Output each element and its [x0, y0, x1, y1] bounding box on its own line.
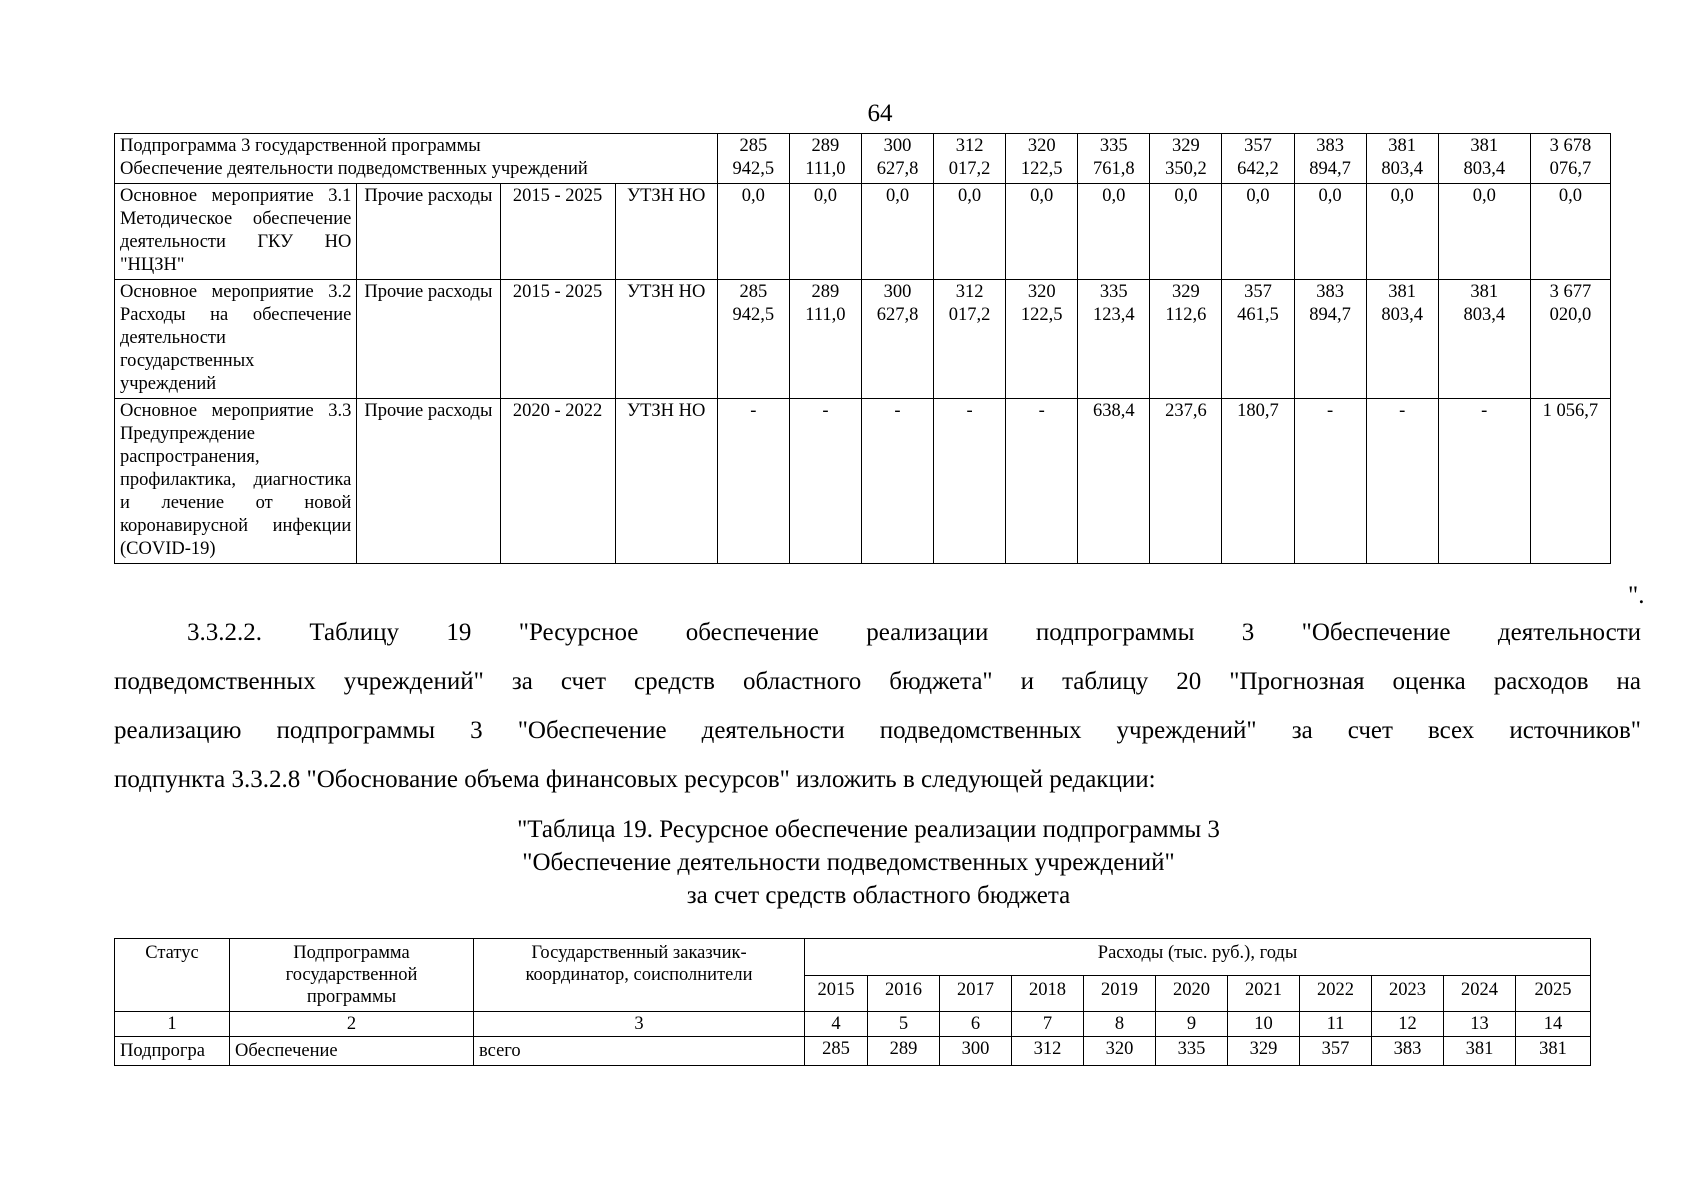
amount-cell: [1150, 399, 1222, 564]
amount-cell: [1530, 184, 1610, 280]
column-number: 3: [474, 1012, 805, 1037]
amount-cell: [717, 399, 789, 564]
amount-part: 329: [1172, 282, 1200, 302]
amount-part: -: [1481, 401, 1488, 421]
paragraph-line: реализацию подпрограммы 3 "Обеспечение деятельности подведомственных учреждений" за счет всех источников": [114, 717, 1641, 744]
amount-part: 0,0: [1102, 186, 1126, 206]
amount-part: 320: [1027, 282, 1056, 302]
table-row: [115, 184, 1611, 280]
amount-part: 320: [1027, 136, 1056, 156]
amount-part: 237,6: [1165, 401, 1207, 421]
amount-cell: [1222, 134, 1294, 184]
amount-part: -: [894, 401, 901, 421]
column-number: 10: [1228, 1012, 1300, 1037]
amount-part: 627,8: [876, 305, 919, 325]
year-header: 2016: [868, 975, 940, 1012]
column-number: 7: [1012, 1012, 1084, 1037]
year-header: 2025: [1516, 975, 1591, 1012]
year-header: 2024: [1444, 975, 1516, 1012]
amount-part: 761,8: [1092, 159, 1135, 179]
amount-cell: 289: [868, 1037, 940, 1066]
column-number: 13: [1444, 1012, 1516, 1037]
amount-part: 0,0: [958, 186, 982, 206]
amount-cell: [1366, 280, 1438, 399]
paragraph-line: подведомственных учреждений" за счет средств областного бюджета" и таблицу 20 "Прогнозная оценка расходов на: [114, 668, 1641, 695]
amount-cell: [861, 399, 933, 564]
resource-table-19: [114, 938, 1591, 1066]
amount-part: 383: [1316, 282, 1344, 302]
amount-part: 285: [739, 136, 768, 156]
amount-part: 122,5: [1020, 305, 1063, 325]
column-number: 12: [1372, 1012, 1444, 1037]
summary-title: [115, 134, 718, 184]
amount-part: 357: [1244, 136, 1272, 156]
table-row: [115, 399, 1611, 564]
amount-part: 803,4: [1381, 159, 1423, 179]
table-caption: [0, 813, 1697, 912]
amount-part: 803,4: [1381, 305, 1423, 325]
amount-cell: 357: [1300, 1037, 1372, 1066]
header-status: Статус: [115, 939, 230, 1012]
amount-cell: [1006, 399, 1078, 564]
amount-part: 381: [1388, 136, 1417, 156]
amount-part: -: [1326, 401, 1334, 421]
amount-part: 803,4: [1463, 159, 1506, 179]
amount-cell: 320: [1084, 1037, 1156, 1066]
measure-name: Основное мероприятие 3.3 Предупреждение распространения, профилактика, диагностика и лечение от новой коронавирусной инфекции (COVID-19): [115, 399, 357, 564]
amount-cell: [934, 399, 1006, 564]
executor: УТЗН НО: [615, 184, 717, 280]
amount-cell: [717, 280, 789, 399]
amount-part: 123,4: [1092, 305, 1135, 325]
amount-part: 383: [1316, 136, 1344, 156]
amount-part: -: [750, 401, 757, 421]
amount-part: 111,0: [805, 159, 846, 179]
column-number: 6: [940, 1012, 1012, 1037]
amount-part: 638,4: [1092, 401, 1135, 421]
amount-part: 289: [811, 136, 840, 156]
amount-cell: [789, 280, 861, 399]
amount-cell: [1222, 280, 1294, 399]
page-number: 64: [867, 100, 893, 127]
amount-part: 300: [883, 136, 912, 156]
amount-part: 381: [1388, 282, 1417, 302]
amount-part: 357: [1244, 282, 1272, 302]
amount-cell: [1530, 280, 1610, 399]
amount-part: 122,5: [1020, 159, 1063, 179]
amount-cell: [934, 184, 1006, 280]
amount-cell: [1366, 134, 1438, 184]
amount-part: 381: [1470, 136, 1499, 156]
amount-cell: [1006, 280, 1078, 399]
executor: УТЗН НО: [615, 399, 717, 564]
amount-part: 180,7: [1237, 401, 1279, 421]
amount-cell: [1530, 134, 1610, 184]
amount-part: 0,0: [1390, 186, 1414, 206]
column-number: 4: [805, 1012, 868, 1037]
year-header: 2023: [1372, 975, 1444, 1012]
amount-cell: 381: [1516, 1037, 1591, 1066]
amount-part: 300: [883, 282, 912, 302]
amount-cell: [1150, 134, 1222, 184]
amount-cell: [1150, 184, 1222, 280]
summary-row: [115, 134, 1611, 184]
column-number: 8: [1084, 1012, 1156, 1037]
amount-part: -: [966, 401, 973, 421]
amount-cell: [1438, 280, 1530, 399]
amount-cell: [1366, 399, 1438, 564]
column-number: 9: [1156, 1012, 1228, 1037]
amount-part: 285: [739, 282, 768, 302]
amount-cell: [1294, 399, 1366, 564]
amount-cell: [1366, 184, 1438, 280]
caption-line-1: "Таблица 19. Ресурсное обеспечение реализации подпрограммы 3: [517, 816, 1220, 843]
amount-cell: [934, 280, 1006, 399]
year-header: 2017: [940, 975, 1012, 1012]
amount-cell: [1438, 134, 1530, 184]
amendment-paragraph: [114, 608, 1641, 804]
amount-part: 312: [955, 136, 984, 156]
amount-cell: [1294, 134, 1366, 184]
amount-part: 0,0: [1318, 186, 1342, 206]
year-header: 2020: [1156, 975, 1228, 1012]
amount-cell: 329: [1228, 1037, 1300, 1066]
amount-cell: [1078, 280, 1150, 399]
paragraph-line: 3.3.2.2. Таблицу 19 "Ресурсное обеспечение реализации подпрограммы 3 "Обеспечение деятельности: [187, 619, 1641, 646]
amount-part: 894,7: [1309, 305, 1351, 325]
amount-part: 017,2: [948, 159, 991, 179]
amount-part: 0,0: [1246, 186, 1270, 206]
header-customer: Государственный заказчик-координатор, соисполнители: [474, 939, 805, 1012]
amount-cell: [1222, 184, 1294, 280]
column-numbers-row: [115, 1012, 1591, 1037]
header-subprogram: Подпрограмма государственной программы: [230, 939, 474, 1012]
amount-part: 461,5: [1237, 305, 1279, 325]
column-number: 1: [115, 1012, 230, 1037]
amount-part: 0,0: [885, 186, 910, 206]
year-header: 2018: [1012, 975, 1084, 1012]
amount-part: 0,0: [813, 186, 837, 206]
expense-type: Прочие расходы: [357, 399, 500, 564]
amount-cell: [789, 184, 861, 280]
period: 2015 - 2025: [500, 280, 615, 399]
header-row: [115, 939, 1591, 976]
year-header: 2015: [805, 975, 868, 1012]
amount-cell: [1006, 134, 1078, 184]
executor: УТЗН НО: [615, 280, 717, 399]
amount-part: 642,2: [1237, 159, 1279, 179]
amount-cell: [1078, 134, 1150, 184]
period: 2020 - 2022: [500, 399, 615, 564]
amount-cell: [789, 399, 861, 564]
amount-cell: [1294, 184, 1366, 280]
amount-cell: [861, 184, 933, 280]
table-row: [115, 1037, 1591, 1066]
amount-part: 0,0: [1174, 186, 1198, 206]
amount-part: 803,4: [1463, 305, 1506, 325]
caption-line-2: "Обеспечение деятельности подведомственных учреждений": [522, 849, 1175, 876]
amount-part: 289: [811, 282, 840, 302]
amount-part: 111,0: [805, 305, 846, 325]
amount-cell: [1438, 399, 1530, 564]
column-number: 14: [1516, 1012, 1591, 1037]
row-customer: всего: [474, 1037, 805, 1066]
amount-part: 627,8: [876, 159, 919, 179]
amount-part: -: [822, 401, 829, 421]
amount-cell: [1078, 184, 1150, 280]
row-subprogram: Обеспечение: [230, 1037, 474, 1066]
column-number: 2: [230, 1012, 474, 1037]
amount-cell: [934, 134, 1006, 184]
amount-cell: [1006, 184, 1078, 280]
summary-title-line: Подпрограмма 3 государственной программы: [120, 136, 481, 156]
year-header: 2022: [1300, 975, 1372, 1012]
top-expenses-table: [114, 133, 1611, 564]
amount-part: 335: [1099, 282, 1128, 302]
amount-part: 3 677: [1549, 282, 1592, 302]
amount-part: 1 056,7: [1542, 401, 1599, 421]
amount-cell: [1150, 280, 1222, 399]
row-status: Подпрогра: [115, 1037, 230, 1066]
amount-part: 076,7: [1549, 159, 1592, 179]
column-number: 5: [868, 1012, 940, 1037]
amount-part: -: [1399, 401, 1406, 421]
amount-cell: [789, 134, 861, 184]
amount-part: 894,7: [1309, 159, 1351, 179]
measure-name: Основное мероприятие 3.2 Расходы на обеспечение деятельности государственных учреждений: [115, 280, 357, 399]
amount-part: 112,6: [1165, 305, 1207, 325]
amount-part: 020,0: [1549, 305, 1592, 325]
amount-part: -: [1038, 401, 1045, 421]
expense-type: Прочие расходы: [357, 184, 500, 280]
amount-cell: 285: [805, 1037, 868, 1066]
column-number: 11: [1300, 1012, 1372, 1037]
caption-line-3: за счет средств областного бюджета: [686, 882, 1071, 909]
amount-cell: [861, 280, 933, 399]
amount-cell: [1294, 280, 1366, 399]
amount-part: 350,2: [1165, 159, 1207, 179]
amount-part: 335: [1099, 136, 1128, 156]
amount-part: 329: [1172, 136, 1200, 156]
paragraph-line: подпункта 3.3.2.8 "Обоснование объема финансовых ресурсов" изложить в следующей редакции:: [114, 766, 1156, 793]
table-row: [115, 280, 1611, 399]
amount-part: 312: [955, 282, 984, 302]
amount-part: 017,2: [948, 305, 991, 325]
year-header: 2021: [1228, 975, 1300, 1012]
measure-name: Основное мероприятие 3.1 Методическое обеспечение деятельности ГКУ НО "НЦЗН": [115, 184, 357, 280]
year-header: 2019: [1084, 975, 1156, 1012]
amount-part: 381: [1470, 282, 1499, 302]
amount-part: 942,5: [732, 159, 775, 179]
period: 2015 - 2025: [500, 184, 615, 280]
amount-cell: [1530, 399, 1610, 564]
amount-part: 0,0: [741, 186, 765, 206]
amount-cell: 383: [1372, 1037, 1444, 1066]
amount-cell: 312: [1012, 1037, 1084, 1066]
amount-cell: [861, 134, 933, 184]
closing-quote: ".: [1628, 582, 1645, 609]
amount-cell: 335: [1156, 1037, 1228, 1066]
amount-part: 0,0: [1472, 186, 1496, 206]
expense-type: Прочие расходы: [357, 280, 500, 399]
amount-part: 0,0: [1030, 186, 1054, 206]
amount-cell: 300: [940, 1037, 1012, 1066]
header-expenses: Расходы (тыс. руб.), годы: [805, 939, 1591, 976]
amount-cell: [1078, 399, 1150, 564]
amount-cell: 381: [1444, 1037, 1516, 1066]
amount-cell: [717, 184, 789, 280]
amount-cell: [1438, 184, 1530, 280]
amount-cell: [717, 134, 789, 184]
amount-part: 0,0: [1558, 186, 1582, 206]
amount-cell: [1222, 399, 1294, 564]
amount-part: 942,5: [732, 305, 775, 325]
summary-title-line: Обеспечение деятельности подведомственных учреждений: [120, 159, 588, 179]
amount-part: 3 678: [1549, 136, 1592, 156]
